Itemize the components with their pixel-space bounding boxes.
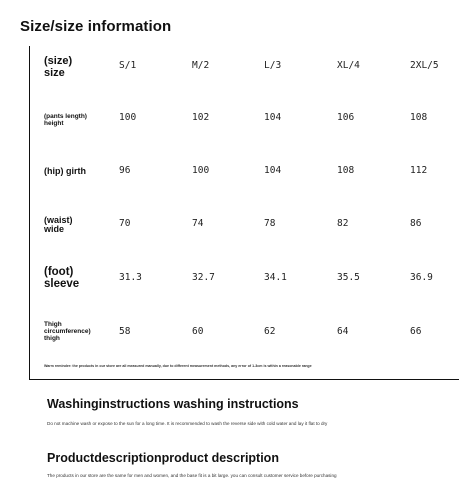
table-cell: 104 xyxy=(264,165,282,176)
table-cell: 34.1 xyxy=(264,272,287,283)
table-cell: S/1 xyxy=(119,60,137,71)
table-cell: 108 xyxy=(337,165,355,176)
row-label: (size) size xyxy=(44,55,73,79)
table-cell: 100 xyxy=(192,165,210,176)
size-table xyxy=(29,46,459,380)
table-cell: 112 xyxy=(410,165,428,176)
table-cell: L/3 xyxy=(264,60,282,71)
table-cell: 64 xyxy=(337,326,349,337)
table-cell: 86 xyxy=(410,218,422,229)
table-cell: 78 xyxy=(264,218,276,229)
table-cell: 106 xyxy=(337,112,355,123)
table-cell: 60 xyxy=(192,326,204,337)
table-cell: 70 xyxy=(119,218,131,229)
table-cell: 66 xyxy=(410,326,422,337)
table-cell: 32.7 xyxy=(192,272,215,283)
table-cell: 82 xyxy=(337,218,349,229)
table-cell: 62 xyxy=(264,326,276,337)
table-cell: 74 xyxy=(192,218,204,229)
table-cell: 102 xyxy=(192,112,210,123)
row-label: (pants length) height xyxy=(44,113,87,127)
table-cell: M/2 xyxy=(192,60,210,71)
table-cell: 100 xyxy=(119,112,137,123)
washing-title: Washinginstructions washing instructions xyxy=(47,397,299,411)
washing-text: Do not machine wash or expose to the sun for a long time. It is recommended to wash the reverse side with cold water and lay it flat to dry xyxy=(47,421,328,426)
row-label: (foot) sleeve xyxy=(44,266,80,291)
table-cell: 96 xyxy=(119,165,131,176)
table-cell: XL/4 xyxy=(337,60,360,71)
table-cell: 36.9 xyxy=(410,272,433,283)
table-cell: 108 xyxy=(410,112,428,123)
table-cell: 2XL/5 xyxy=(410,60,439,71)
table-cell: 104 xyxy=(264,112,282,123)
page-title: Size/size information xyxy=(20,18,172,35)
table-cell: 58 xyxy=(119,326,131,337)
table-cell: 31.3 xyxy=(119,272,142,283)
row-label: (hip) girth xyxy=(44,166,86,176)
product-text: The products in our store are the same for men and women, and the base fit is a bit large. you can consult customer service before purchasing xyxy=(47,473,337,478)
table-cell: 35.5 xyxy=(337,272,360,283)
product-title: Productdescriptionproduct description xyxy=(47,451,279,465)
row-label: Thigh circumference) thigh xyxy=(44,321,91,342)
measurement-reminder: Warm reminder: the products in our store are all measured manually, due to different measurement methods, any error of 1-3cm is within a reasonable range xyxy=(44,364,312,368)
row-label: (waist) wide xyxy=(44,215,73,235)
